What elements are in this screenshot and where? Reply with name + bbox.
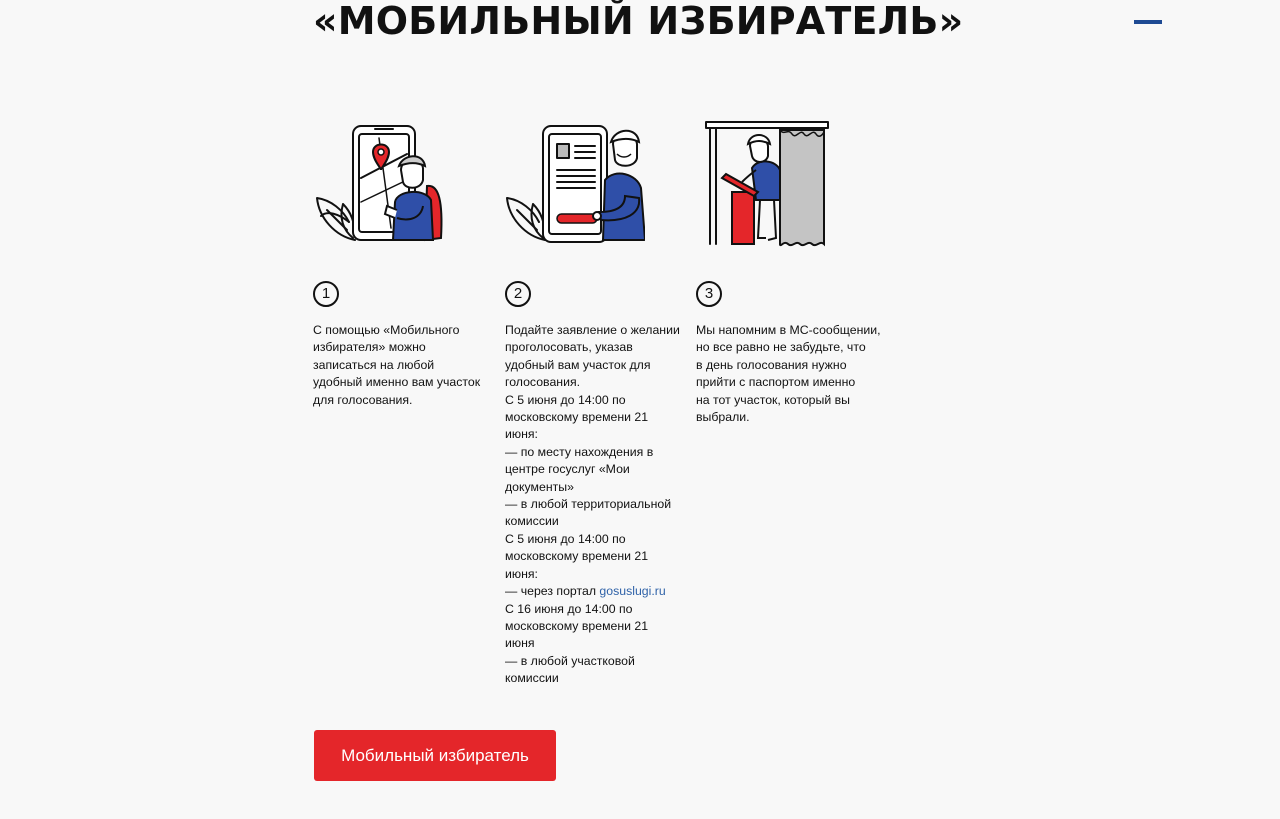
step-description xyxy=(313,322,491,409)
portal-prefix: — через портал xyxy=(505,584,600,599)
step-text-line: — в любой участковой xyxy=(505,653,635,668)
gosuslugi-link[interactable]: gosuslugi.ru xyxy=(599,584,666,599)
step-text-line: выбрали. xyxy=(696,410,750,425)
step-text-line: июня: xyxy=(505,566,538,581)
step-number-badge: 1 xyxy=(313,281,339,307)
step-1 xyxy=(313,118,491,409)
step-2 xyxy=(505,118,683,688)
step-text-line: С 5 июня до 14:00 по xyxy=(505,392,626,407)
step-text-line: — в любой территориальной xyxy=(505,497,672,512)
mobile-voter-button[interactable]: Мобильный избиратель xyxy=(314,730,556,781)
step-text-line: июня: xyxy=(505,427,538,442)
step-text-line: удобный именно вам участок xyxy=(313,375,481,390)
step-text-line: удобный вам участок для xyxy=(505,357,651,372)
person-submitting-application-icon xyxy=(505,118,645,248)
step-number-badge: 3 xyxy=(696,281,722,307)
step-3 xyxy=(696,118,886,426)
step-text-line: записаться на любой xyxy=(313,357,435,372)
step-text-line: проголосовать, указав xyxy=(505,340,633,355)
step-number-badge: 2 xyxy=(505,281,531,307)
step-text-line: прийти с паспортом именно xyxy=(696,375,856,390)
step-text-line: центре госуслуг «Мои xyxy=(505,462,630,477)
portal-line xyxy=(505,583,683,600)
collapse-toggle-button[interactable] xyxy=(1134,20,1162,24)
voting-booth-icon xyxy=(696,118,836,248)
step-text-line: в день голосования нужно xyxy=(696,357,847,372)
step-text-line: московскому времени 21 xyxy=(505,549,649,564)
step-text-line: но все равно не забудьте, что xyxy=(696,340,866,355)
step-text-line: на тот участок, который вы xyxy=(696,392,850,407)
step-text-line: для голосования. xyxy=(313,392,413,407)
step-text-line: документы» xyxy=(505,479,574,494)
person-with-phone-map-icon xyxy=(313,118,453,248)
step-text-line: московскому времени 21 xyxy=(505,618,649,633)
step-text-line: комиссии xyxy=(505,671,559,686)
step-text-line: голосования. xyxy=(505,375,581,390)
step-text-line: С 5 июня до 14:00 по xyxy=(505,531,626,546)
step-text-line: июня xyxy=(505,636,535,651)
step-description xyxy=(505,322,683,688)
step-text-line: комиссии xyxy=(505,514,559,529)
step-description xyxy=(696,322,886,426)
step-text-line: Мы напомним в МС-сообщении, xyxy=(696,323,881,337)
page-title: «МОБИЛЬНЫЙ ИЗБИРАТЕЛЬ» xyxy=(313,0,964,43)
step-text-line: московскому времени 21 xyxy=(505,410,649,425)
step-text-line: Подайте заявление о желании xyxy=(505,323,680,337)
step-text-line: избирателя» можно xyxy=(313,340,426,355)
step-text-line: С помощью «Мобильного xyxy=(313,323,460,337)
step-text-line: С 16 июня до 14:00 по xyxy=(505,601,633,616)
step-text-line: — по месту нахождения в xyxy=(505,444,654,459)
